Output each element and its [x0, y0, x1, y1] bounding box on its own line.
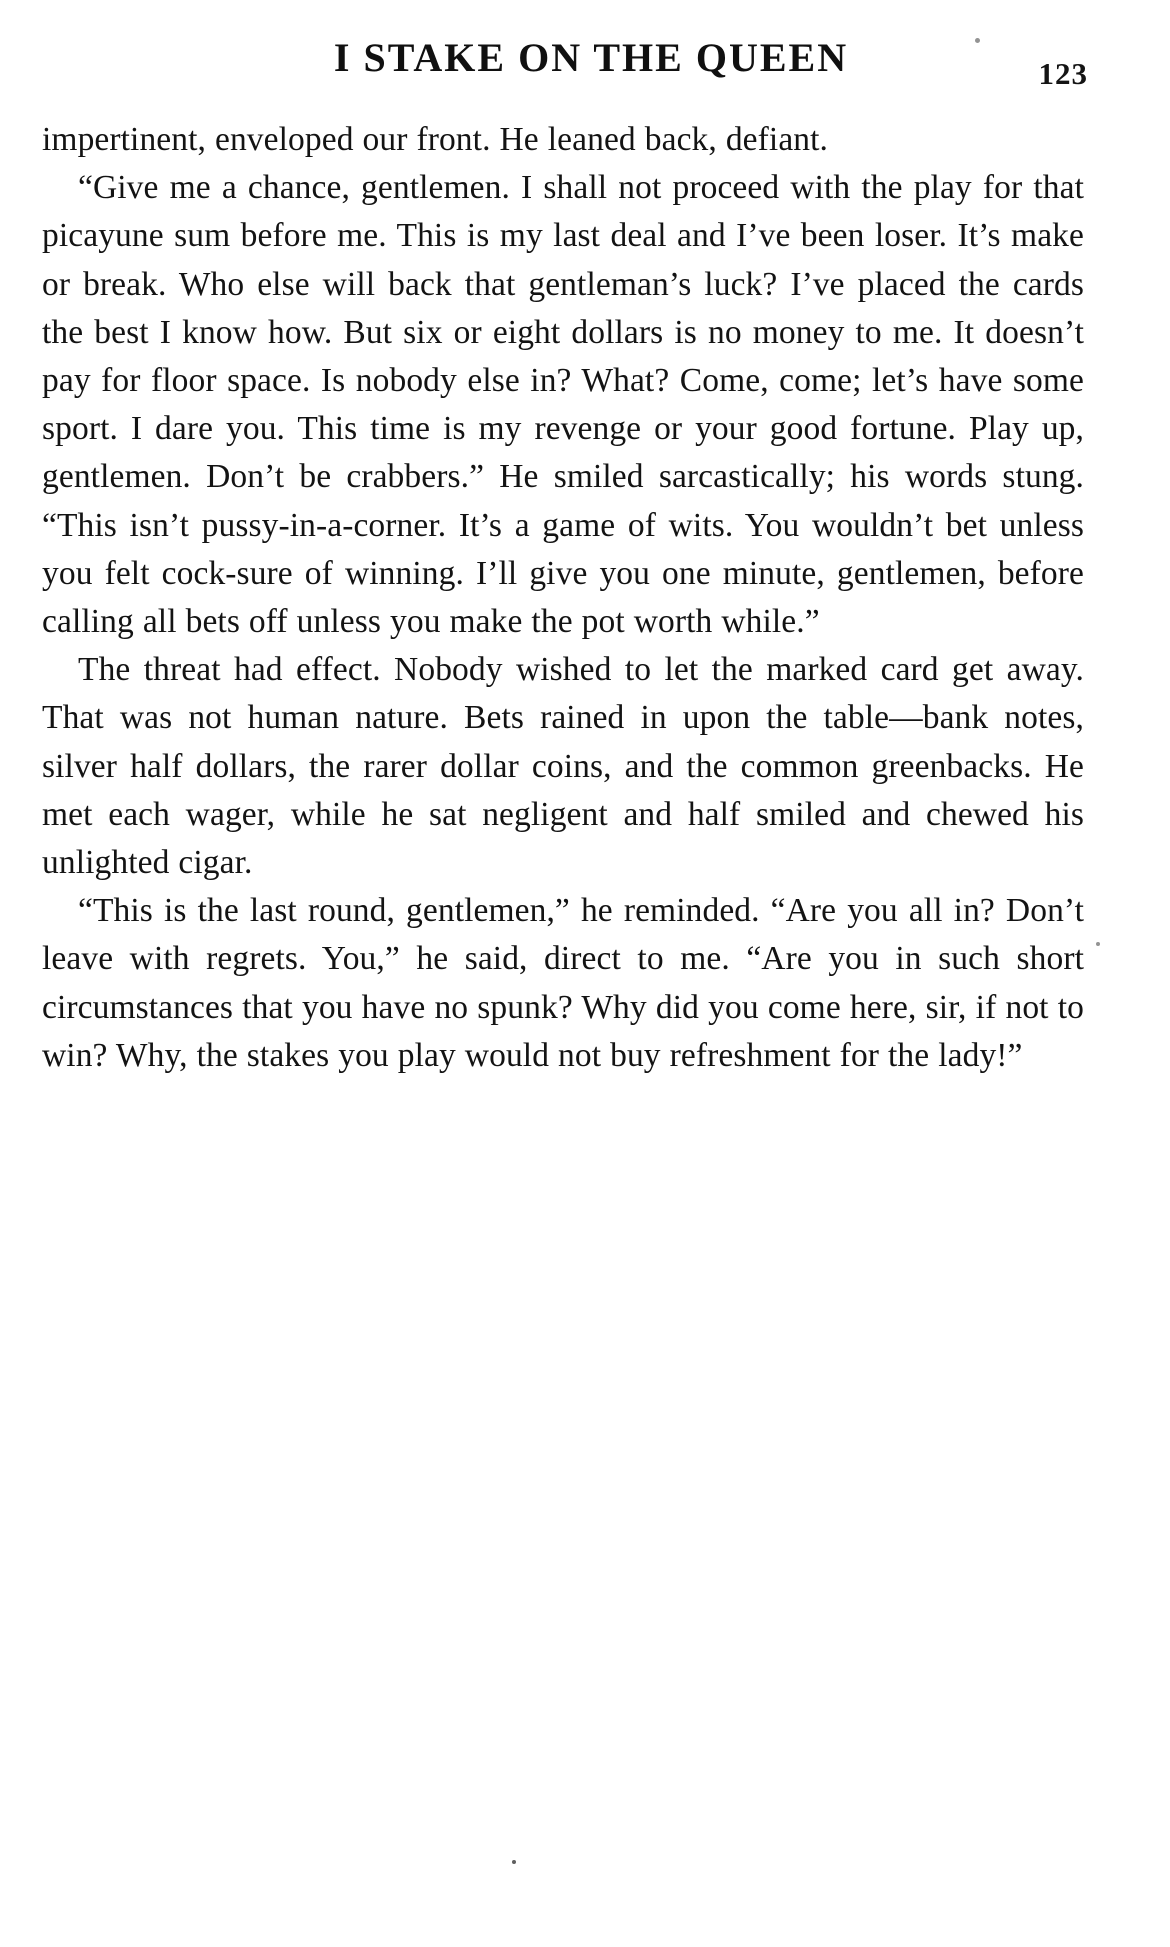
paragraph-3: The threat had effect. Nobody wished to let the marked card get away. That was not human nature. Bets rained in upon the table—bank notes, silver half dollars, the rarer dollar coins, and the common greenbacks. He met each wager, while he sat negligent and half smiled and chewed his unlighted cigar.: [42, 651, 1084, 882]
ink-speck-bottom: [512, 1860, 516, 1864]
body-text: [38, 116, 1092, 1080]
page-title: I STAKE ON THE QUEEN: [333, 35, 849, 80]
ink-speck-top: [975, 38, 980, 43]
page-number: 123: [1038, 56, 1088, 91]
ink-speck-margin: [1096, 942, 1100, 946]
paragraph-4: “This is the last round, gentlemen,” he reminded. “Are you all in? Don’t leave with regrets. You,” he said, direct to me. “Are you in such short circumstances that you have no spunk? Why did you come here, sir, if not to win? Why, the stakes you play would not buy refreshment for the lady!”: [42, 892, 1084, 1074]
running-head: [38, 34, 1092, 106]
paragraph-2: “Give me a chance, gentlemen. I shall not proceed with the play for that picayune sum before me. This is my last deal and I’ve been loser. It’s make or break. Who else will back that gentleman’s luck? I’ve placed the cards the best I know how. But six or eight dollars is no money to me. It doesn’t pay for floor space. Is nobody else in? What? Come, come; let’s have some sport. I dare you. This time is my revenge or your good fortune. Play up, gentlemen. Don’t be crabbers.” He smiled sarcastically; his words stung. “This isn’t pussy-in-a-corner. It’s a game of wits. You wouldn’t bet unless you felt cock-sure of winning. I’ll give you one minute, gentlemen, before calling all bets off unless you make the pot worth while.”: [42, 169, 1084, 641]
paragraph-1: impertinent, enveloped our front. He leaned back, defiant.: [42, 121, 829, 158]
